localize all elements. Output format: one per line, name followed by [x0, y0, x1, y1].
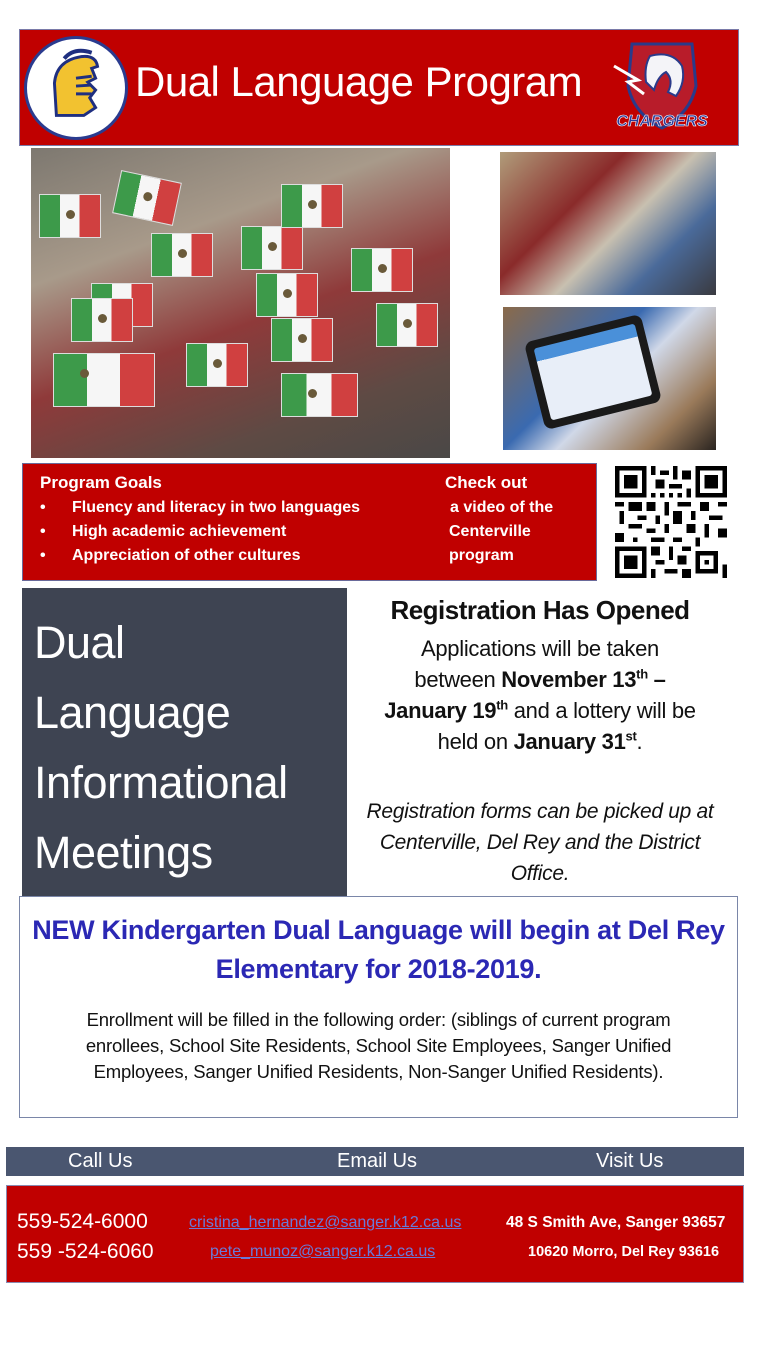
registration-details: Applications will be taken between November 13th – January 19th and a lottery will be held on January 31st. [384, 636, 696, 754]
email-link[interactable]: cristina_hernandez@sanger.k12.ca.us [189, 1214, 462, 1231]
email-us-label: Email Us [337, 1150, 418, 1172]
check-out-text: a video of the [450, 499, 554, 516]
enrollment-order-text: Enrollment will be filled in the following order: (siblings of current program enrollees, School Site Residents, School Site Employees, Sanger Unified Employees, Sanger Unified Residents, Non-Sanger Unified Residents). [85, 1009, 672, 1082]
goal-item: • Fluency and literacy in two languages [40, 499, 361, 516]
email-link[interactable]: pete_munoz@sanger.k12.ca.us [210, 1243, 436, 1260]
chargers-mascot-logo [610, 36, 714, 136]
check-out-text: Centerville [449, 523, 531, 540]
phone-number[interactable]: 559-524-6000 [17, 1210, 148, 1233]
address-text: 48 S Smith Ave, Sanger 93657 [506, 1214, 726, 1231]
goal-item: • High academic achievement [40, 523, 287, 540]
kindergarten-announcement [19, 896, 738, 1118]
qr-code-icon[interactable] [612, 466, 730, 578]
phone-number[interactable]: 559 -524-6060 [17, 1240, 154, 1263]
call-us-label: Call Us [68, 1150, 133, 1172]
program-goals-panel [22, 463, 597, 581]
student-tablet-photo [503, 307, 716, 450]
students-with-mexican-flags-photo [31, 148, 450, 458]
visit-us-label: Visit Us [596, 1150, 664, 1172]
check-out-text: program [449, 547, 514, 564]
kindergarten-title: NEW Kindergarten Dual Language will begin at Del Rey Elementary for 2018-2019. [32, 915, 725, 984]
goal-item: • Appreciation of other cultures [40, 547, 301, 564]
address-text: 10620 Morro, Del Rey 93616 [528, 1244, 720, 1260]
check-out-text: Check out [445, 473, 528, 492]
registration-title: Registration Has Opened [390, 595, 690, 625]
svg-text:CHARGERS: CHARGERS [616, 113, 708, 130]
contact-details-panel [6, 1185, 744, 1283]
page-title: Dual Language Program [135, 58, 583, 105]
knight-helmet-icon [27, 39, 125, 137]
informational-meetings-title: Dual Language Informational Meetings [34, 617, 288, 878]
classroom-reading-photo [500, 152, 716, 295]
informational-meetings-panel [22, 588, 347, 896]
knight-helmet-logo [24, 36, 128, 140]
registration-forms-note: Registration forms can be picked up at Centerville, Del Rey and the District Office. [366, 800, 714, 885]
contact-header-bar [6, 1147, 744, 1176]
program-goals-title: Program Goals [40, 473, 162, 492]
horse-mascot-icon [610, 36, 714, 136]
